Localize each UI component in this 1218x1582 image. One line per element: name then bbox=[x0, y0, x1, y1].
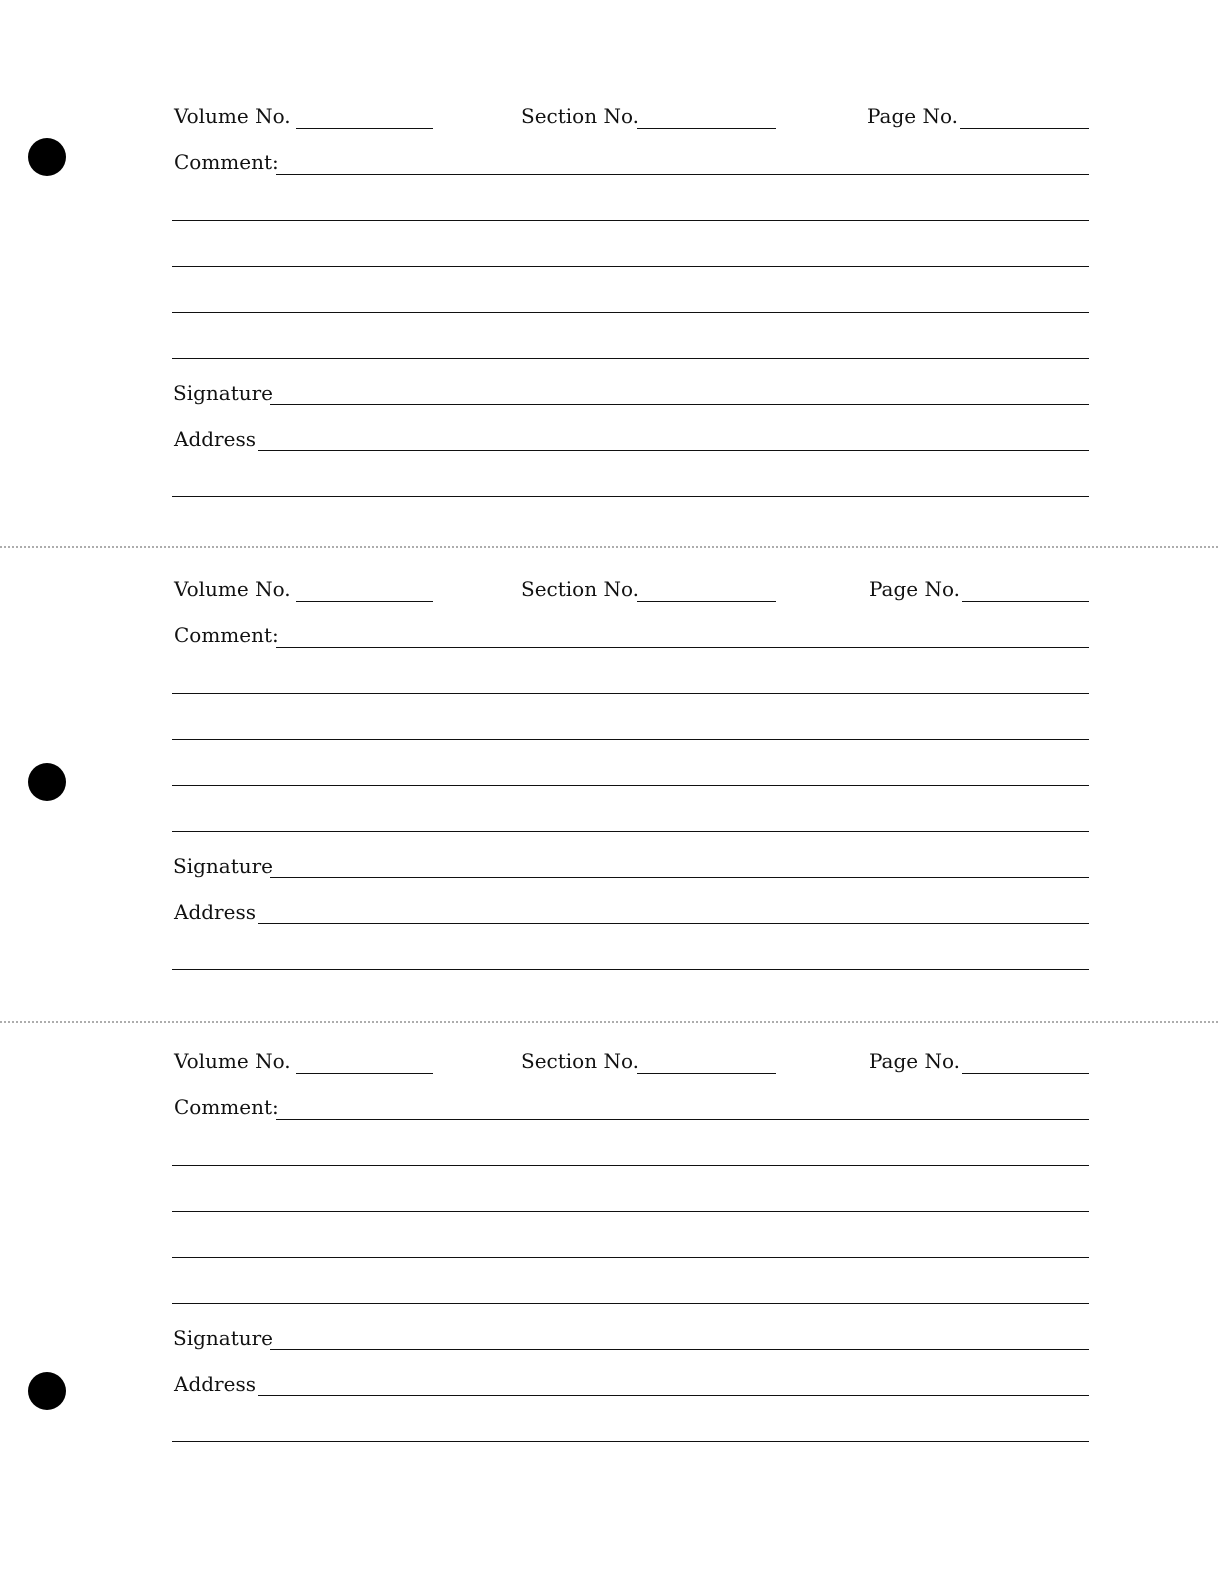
signature-label: Signature bbox=[173, 1326, 274, 1350]
volume-field[interactable] bbox=[296, 1073, 433, 1074]
binder-hole-icon bbox=[28, 763, 66, 801]
signature-label: Signature bbox=[173, 381, 274, 405]
section-field[interactable] bbox=[637, 1073, 776, 1074]
section-field[interactable] bbox=[637, 128, 776, 129]
volume-label: Volume No. bbox=[174, 104, 291, 128]
comment-line[interactable] bbox=[172, 358, 1089, 359]
section-label: Section No. bbox=[521, 1049, 639, 1073]
comment-line[interactable] bbox=[172, 312, 1089, 313]
address-line[interactable] bbox=[172, 969, 1089, 970]
comment-label: Comment: bbox=[174, 150, 279, 174]
comment-line[interactable] bbox=[172, 693, 1089, 694]
address-label: Address bbox=[174, 1372, 256, 1396]
address-line[interactable] bbox=[172, 496, 1089, 497]
comment-line[interactable] bbox=[172, 1165, 1089, 1166]
page-field[interactable] bbox=[960, 128, 1089, 129]
address-label: Address bbox=[174, 900, 256, 924]
comment-field[interactable] bbox=[276, 174, 1089, 175]
signature-field[interactable] bbox=[270, 1349, 1089, 1350]
section-field[interactable] bbox=[637, 601, 776, 602]
address-field[interactable] bbox=[258, 1395, 1089, 1396]
comment-field[interactable] bbox=[276, 1119, 1089, 1120]
comment-line[interactable] bbox=[172, 1257, 1089, 1258]
address-field[interactable] bbox=[258, 923, 1089, 924]
comment-line[interactable] bbox=[172, 831, 1089, 832]
address-field[interactable] bbox=[258, 450, 1089, 451]
signature-field[interactable] bbox=[270, 877, 1089, 878]
volume-field[interactable] bbox=[296, 128, 433, 129]
comment-line[interactable] bbox=[172, 739, 1089, 740]
address-label: Address bbox=[174, 427, 256, 451]
comment-label: Comment: bbox=[174, 1095, 279, 1119]
comment-form-2 bbox=[172, 577, 1089, 977]
comment-line[interactable] bbox=[172, 220, 1089, 221]
page-label: Page No. bbox=[869, 577, 961, 601]
volume-label: Volume No. bbox=[174, 577, 291, 601]
comment-line[interactable] bbox=[172, 1211, 1089, 1212]
address-line[interactable] bbox=[172, 1441, 1089, 1442]
comment-form-1 bbox=[172, 104, 1089, 504]
comment-form-3 bbox=[172, 1049, 1089, 1449]
section-label: Section No. bbox=[521, 104, 639, 128]
volume-label: Volume No. bbox=[174, 1049, 291, 1073]
signature-field[interactable] bbox=[270, 404, 1089, 405]
signature-label: Signature bbox=[173, 854, 274, 878]
comment-field[interactable] bbox=[276, 647, 1089, 648]
comment-label: Comment: bbox=[174, 623, 279, 647]
comment-line[interactable] bbox=[172, 785, 1089, 786]
comment-line[interactable] bbox=[172, 266, 1089, 267]
binder-hole-icon bbox=[28, 138, 66, 176]
page-field[interactable] bbox=[962, 1073, 1089, 1074]
cut-line bbox=[0, 1021, 1218, 1023]
volume-field[interactable] bbox=[296, 601, 433, 602]
page-field[interactable] bbox=[962, 601, 1089, 602]
comment-line[interactable] bbox=[172, 1303, 1089, 1304]
binder-hole-icon bbox=[28, 1372, 66, 1410]
page-label: Page No. bbox=[867, 104, 959, 128]
cut-line bbox=[0, 546, 1218, 548]
page-label: Page No. bbox=[869, 1049, 961, 1073]
section-label: Section No. bbox=[521, 577, 639, 601]
